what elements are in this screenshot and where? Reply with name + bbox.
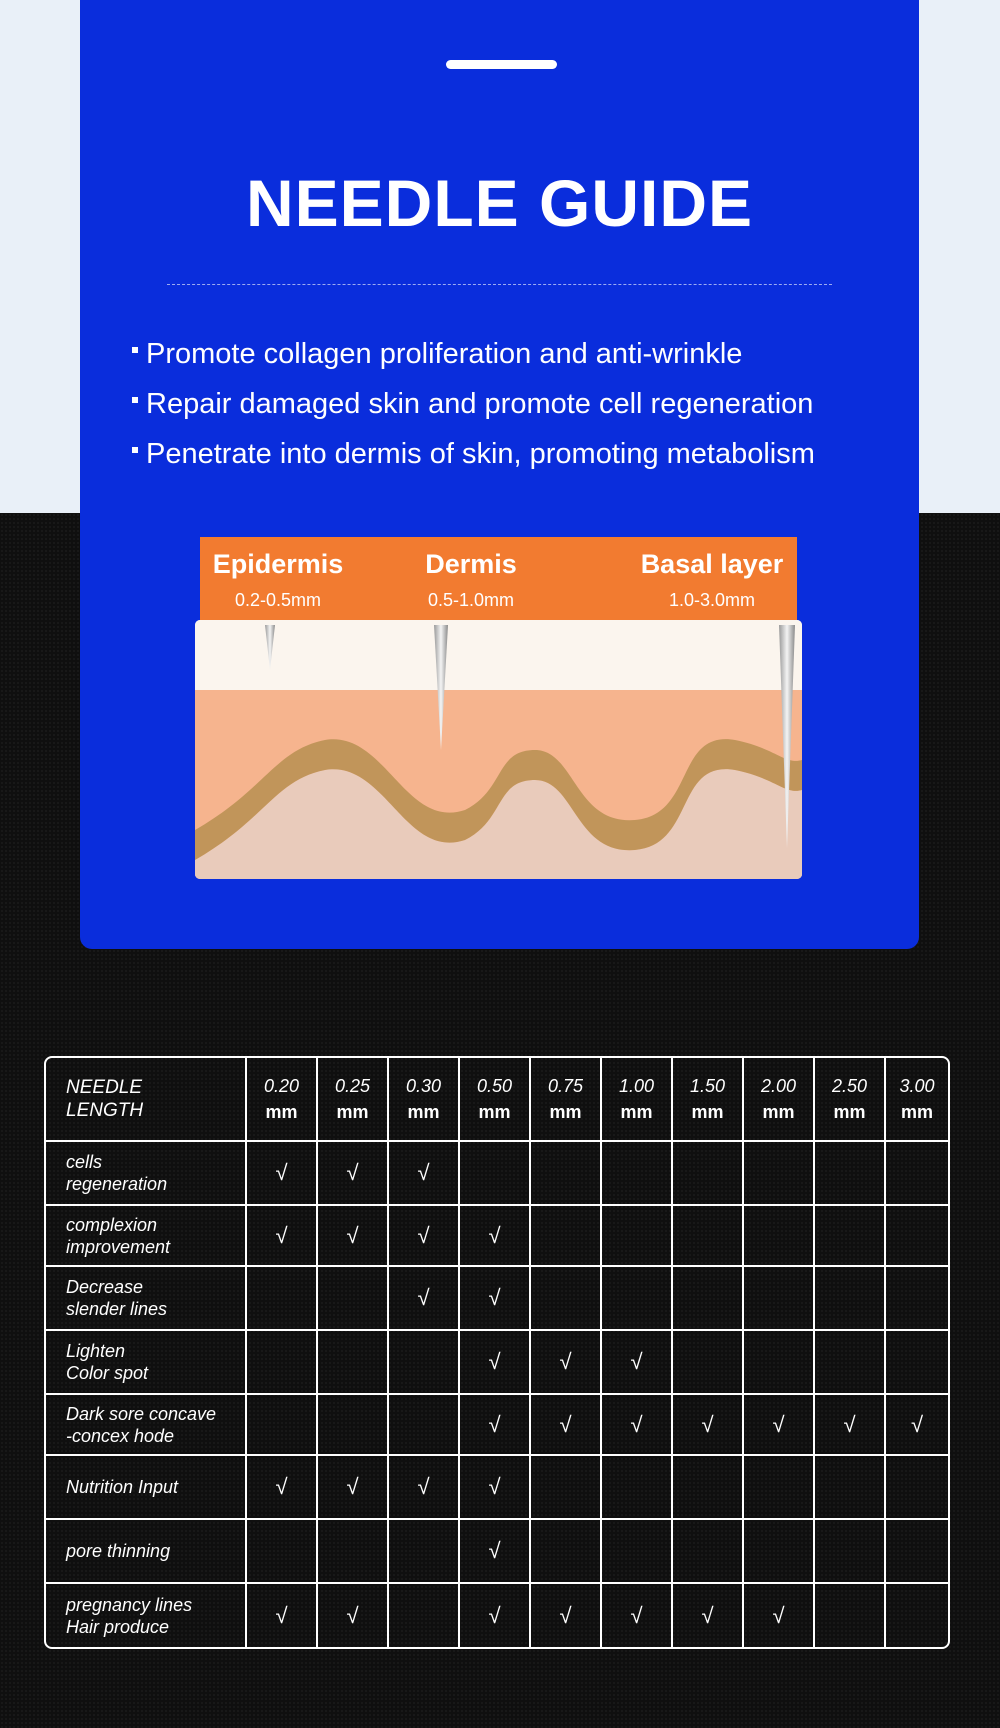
empty-cell xyxy=(247,1395,318,1456)
empty-cell xyxy=(673,1520,744,1584)
table-row xyxy=(46,1584,948,1647)
empty-cell xyxy=(744,1331,815,1395)
empty-cell xyxy=(531,1267,602,1331)
empty-cell xyxy=(886,1584,948,1647)
empty-cell xyxy=(673,1142,744,1206)
empty-cell xyxy=(389,1520,460,1584)
check-mark-cell: √ xyxy=(460,1331,531,1395)
empty-cell xyxy=(815,1520,886,1584)
table-row xyxy=(46,1206,948,1267)
decorative-bar xyxy=(446,60,557,69)
empty-cell xyxy=(247,1331,318,1395)
layer-basal: Basal layer 1.0-3.0mm xyxy=(640,549,784,610)
check-mark-cell: √ xyxy=(318,1584,389,1647)
check-mark-cell: √ xyxy=(247,1142,318,1206)
check-mark-cell: √ xyxy=(460,1584,531,1647)
check-mark-cell: √ xyxy=(247,1206,318,1267)
empty-cell xyxy=(318,1520,389,1584)
check-mark-cell: √ xyxy=(744,1395,815,1456)
length-header-0-20: 0.20 mm xyxy=(247,1058,318,1142)
empty-cell xyxy=(531,1142,602,1206)
empty-cell xyxy=(886,1331,948,1395)
empty-cell xyxy=(389,1331,460,1395)
needle-length-table xyxy=(44,1056,950,1649)
check-mark-cell: √ xyxy=(886,1395,948,1456)
benefit-item: Repair damaged skin and promote cell regeneration xyxy=(132,384,892,434)
check-mark-cell: √ xyxy=(531,1395,602,1456)
check-mark-cell: √ xyxy=(318,1206,389,1267)
needle-guide-card xyxy=(80,0,919,949)
row-label: pore thinning xyxy=(46,1520,247,1584)
check-mark-cell: √ xyxy=(460,1395,531,1456)
empty-cell xyxy=(744,1142,815,1206)
table-row xyxy=(46,1142,948,1206)
dashed-divider xyxy=(167,284,832,285)
empty-cell xyxy=(531,1456,602,1520)
length-header-0-50: 0.50 mm xyxy=(460,1058,531,1142)
empty-cell xyxy=(815,1142,886,1206)
benefit-item: Penetrate into dermis of skin, promoting metabolism xyxy=(132,434,892,484)
check-mark-cell: √ xyxy=(602,1584,673,1647)
table-row xyxy=(46,1520,948,1584)
table-row xyxy=(46,1395,948,1456)
row-label: Nutrition Input xyxy=(46,1456,247,1520)
empty-cell xyxy=(247,1520,318,1584)
empty-cell xyxy=(886,1456,948,1520)
check-mark-cell: √ xyxy=(531,1331,602,1395)
check-mark-cell: √ xyxy=(673,1584,744,1647)
empty-cell xyxy=(531,1206,602,1267)
check-mark-cell: √ xyxy=(318,1142,389,1206)
check-mark-cell: √ xyxy=(531,1584,602,1647)
empty-cell xyxy=(815,1267,886,1331)
empty-cell xyxy=(815,1456,886,1520)
row-label: Lighten Color spot xyxy=(46,1331,247,1395)
empty-cell xyxy=(744,1456,815,1520)
empty-cell xyxy=(318,1331,389,1395)
table-row xyxy=(46,1456,948,1520)
empty-cell xyxy=(318,1267,389,1331)
needle-length-header: NEEDLE LENGTH xyxy=(46,1058,247,1142)
layer-dermis: Dermis 0.5-1.0mm xyxy=(425,549,517,610)
empty-cell xyxy=(744,1520,815,1584)
empty-cell xyxy=(673,1206,744,1267)
empty-cell xyxy=(673,1267,744,1331)
skin-layer-header xyxy=(200,537,797,625)
empty-cell xyxy=(602,1520,673,1584)
bullet-icon xyxy=(132,347,138,353)
page-title: NEEDLE GUIDE xyxy=(245,166,754,240)
benefit-list xyxy=(132,334,892,484)
length-header-0-25: 0.25 mm xyxy=(318,1058,389,1142)
check-mark-cell: √ xyxy=(389,1206,460,1267)
length-header-2-00: 2.00 mm xyxy=(744,1058,815,1142)
empty-cell xyxy=(247,1267,318,1331)
check-mark-cell: √ xyxy=(815,1395,886,1456)
row-label: Decrease slender lines xyxy=(46,1267,247,1331)
empty-cell xyxy=(602,1456,673,1520)
empty-cell xyxy=(389,1395,460,1456)
row-label: cells regeneration xyxy=(46,1142,247,1206)
empty-cell xyxy=(602,1142,673,1206)
bullet-icon xyxy=(132,447,138,453)
empty-cell xyxy=(602,1206,673,1267)
check-mark-cell: √ xyxy=(602,1331,673,1395)
row-label: pregnancy lines Hair produce xyxy=(46,1584,247,1647)
empty-cell xyxy=(744,1206,815,1267)
length-header-3-00: 3.00 mm xyxy=(886,1058,948,1142)
empty-cell xyxy=(886,1142,948,1206)
row-label: Dark sore concave -concex hode xyxy=(46,1395,247,1456)
length-header-0-30: 0.30 mm xyxy=(389,1058,460,1142)
row-label: complexion improvement xyxy=(46,1206,247,1267)
check-mark-cell: √ xyxy=(389,1142,460,1206)
empty-cell xyxy=(886,1206,948,1267)
empty-cell xyxy=(673,1331,744,1395)
check-mark-cell: √ xyxy=(744,1584,815,1647)
length-header-0-75: 0.75 mm xyxy=(531,1058,602,1142)
empty-cell xyxy=(744,1267,815,1331)
check-mark-cell: √ xyxy=(460,1206,531,1267)
check-mark-cell: √ xyxy=(247,1456,318,1520)
layer-epidermis: Epidermis 0.2-0.5mm xyxy=(212,549,344,610)
check-mark-cell: √ xyxy=(318,1456,389,1520)
empty-cell xyxy=(460,1142,531,1206)
check-mark-cell: √ xyxy=(602,1395,673,1456)
check-mark-cell: √ xyxy=(460,1267,531,1331)
empty-cell xyxy=(886,1267,948,1331)
empty-cell xyxy=(815,1331,886,1395)
empty-cell xyxy=(815,1206,886,1267)
check-mark-cell: √ xyxy=(460,1520,531,1584)
skin-cross-section-illustration xyxy=(195,620,802,879)
length-header-1-50: 1.50 mm xyxy=(673,1058,744,1142)
empty-cell xyxy=(318,1395,389,1456)
bullet-icon xyxy=(132,397,138,403)
table-row xyxy=(46,1331,948,1395)
empty-cell xyxy=(531,1520,602,1584)
empty-cell xyxy=(815,1584,886,1647)
empty-cell xyxy=(673,1456,744,1520)
check-mark-cell: √ xyxy=(247,1584,318,1647)
empty-cell xyxy=(602,1267,673,1331)
length-header-2-50: 2.50 mm xyxy=(815,1058,886,1142)
table-row xyxy=(46,1267,948,1331)
length-header-1-00: 1.00 mm xyxy=(602,1058,673,1142)
check-mark-cell: √ xyxy=(460,1456,531,1520)
check-mark-cell: √ xyxy=(673,1395,744,1456)
benefit-item: Promote collagen proliferation and anti-wrinkle xyxy=(132,334,892,384)
empty-cell xyxy=(886,1520,948,1584)
empty-cell xyxy=(389,1584,460,1647)
check-mark-cell: √ xyxy=(389,1267,460,1331)
check-mark-cell: √ xyxy=(389,1456,460,1520)
table-header-row xyxy=(46,1058,948,1142)
